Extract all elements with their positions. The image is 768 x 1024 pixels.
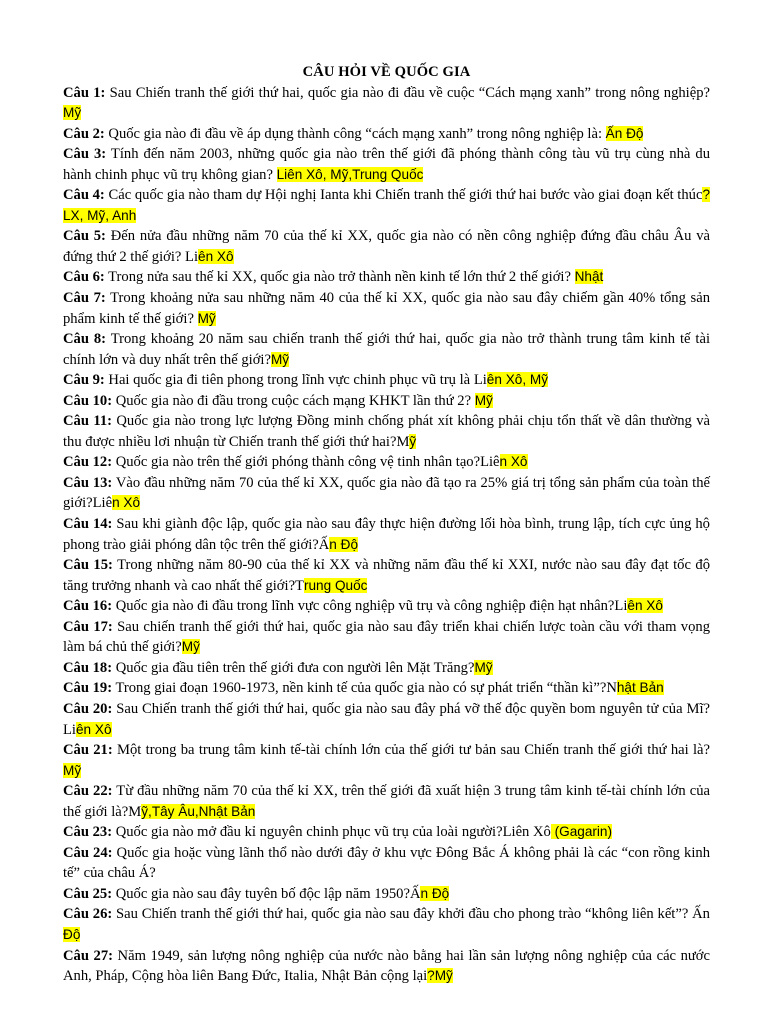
question-item xyxy=(63,946,710,987)
question-item xyxy=(63,288,710,329)
question-item xyxy=(63,904,710,945)
question-item xyxy=(63,185,710,226)
question-text: Quốc gia nào sau đây tuyên bố độc lập năm 1950? xyxy=(112,885,410,902)
highlighted-answer: n Xô xyxy=(112,495,141,511)
question-text: Quốc gia nào đi đầu về áp dụng thành công “cách mạng xanh” trong nông nghiệp là: xyxy=(104,125,606,142)
question-number: Câu 24: xyxy=(63,844,113,861)
question-item xyxy=(63,226,710,267)
answer-prefix: Ấ xyxy=(318,536,330,553)
question-list xyxy=(63,83,710,987)
highlighted-answer: ỹ,Tây Âu,Nhật Bản xyxy=(141,803,256,819)
answer-prefix: Liê xyxy=(480,454,500,471)
question-text: Trong khoảng 20 năm sau chiến tranh thế giới thứ hai, quốc gia nào trở thành trung tâm kinh tế tài chính lớn và duy nhất trên thế giới? xyxy=(63,331,710,368)
answer-prefix: N xyxy=(606,680,617,697)
question-number: Câu 10: xyxy=(63,392,113,409)
question-item xyxy=(63,843,710,884)
highlighted-answer: Nhật xyxy=(574,269,604,285)
question-text: Sau chiến tranh thế giới thứ hai, quốc gia nào sau đây triển khai chiến lược toàn cầu với tham vọng làm bá chủ thế giới? xyxy=(63,618,710,656)
question-item xyxy=(63,596,710,617)
question-number: Câu 21: xyxy=(63,742,113,759)
question-text: Sau Chiến tranh thế giới thứ hai, quốc gia nào sau đây khởi đầu cho phong trào “không liên kết”? xyxy=(112,906,693,923)
question-text: Quốc gia nào đi đầu trong cuộc cách mạng KHKT lần thứ 2? xyxy=(112,392,475,409)
highlighted-answer: Mỹ xyxy=(181,639,200,655)
question-item xyxy=(63,144,710,185)
question-number: Câu 20: xyxy=(63,700,113,717)
question-number: Câu 17: xyxy=(63,618,113,635)
question-number: Câu 1: xyxy=(63,84,106,101)
question-number: Câu 23: xyxy=(63,824,113,841)
question-number: Câu 9: xyxy=(63,372,105,389)
question-item xyxy=(63,473,710,514)
question-item xyxy=(63,740,710,781)
highlighted-answer: (Gagarin) xyxy=(550,824,613,840)
highlighted-answer: ?Mỹ xyxy=(427,968,453,984)
question-item xyxy=(63,699,710,740)
question-number: Câu 11: xyxy=(63,413,112,430)
highlighted-answer: Mỹ xyxy=(474,392,493,408)
question-text: Đến nửa đầu những năm 70 của thế kỉ XX, quốc gia nào có nền công nghiệp đứng đầu châu Âu và đứng thứ 2 thế giới? xyxy=(63,228,710,265)
question-text: Từ đầu những năm 70 của thế kỉ XX, trên thế giới đã xuất hiện 3 trung tâm kinh tế-tài chính lớn của thế giới là? xyxy=(63,783,710,820)
answer-prefix: Li xyxy=(185,248,199,265)
question-number: Câu 26: xyxy=(63,906,113,923)
question-text: Trong khoảng nửa sau những năm 40 của thế kỉ XX, quốc gia nào sau đây chiếm gần 40% tổng sản phẩm kinh tế thế giới? xyxy=(63,290,710,327)
question-item xyxy=(63,658,710,679)
question-text: Quốc gia nào trên thế giới phóng thành công vệ tinh nhân tạo? xyxy=(112,454,481,471)
question-item xyxy=(63,822,710,843)
question-number: Câu 22: xyxy=(63,783,113,800)
question-number: Câu 3: xyxy=(63,146,107,163)
answer-prefix: Ấn xyxy=(692,906,710,923)
question-text: Vào đầu những năm 70 của thế kỉ XX, quốc gia nào đã tạo ra 25% giá trị tổng sản phẩm của toàn thế giới? xyxy=(63,474,710,512)
question-text: Trong nửa sau thế kỉ XX, quốc gia nào trở thành nền kinh tế lớn thứ 2 thế giới? xyxy=(104,269,575,286)
question-item xyxy=(63,678,710,699)
question-text: Hai quốc gia đi tiên phong trong lĩnh vực chinh phục vũ trụ là xyxy=(104,372,474,389)
highlighted-answer: ? LX, Mỹ, Anh xyxy=(63,187,710,223)
question-text: Tính đến năm 2003, những quốc gia nào trên thế giới đã phóng thành công tàu vũ trụ cùng nhà du hành chinh phục vũ trụ không gian? xyxy=(63,146,711,183)
highlighted-answer: Mỹ xyxy=(270,351,290,367)
question-text: Sau Chiến tranh thế giới thứ hai, quốc gia nào đi đầu về cuộc “Cách mạng xanh” trong nông nghiệp? xyxy=(105,84,710,101)
answer-prefix: M xyxy=(396,433,410,450)
answer-prefix: T xyxy=(295,577,304,594)
highlighted-answer: Mỹ xyxy=(197,310,216,326)
question-text: Trong những năm 80-90 của thế kỉ XX và những năm đầu thế kỉ XXI, nước nào sau đây đạt tốc độ tăng trưởng nhanh và cao nhất thế giới? xyxy=(63,557,710,594)
answer-prefix: Ấ xyxy=(409,885,421,902)
question-number: Câu 8: xyxy=(63,331,107,348)
question-text: Các quốc gia nào tham dự Hội nghị Ianta khi Chiến tranh thế giới thứ hai bước vào giai đoạn kết thúc xyxy=(104,187,703,204)
question-item xyxy=(63,884,710,905)
highlighted-answer: n Xô xyxy=(499,454,528,470)
highlighted-answer: n Độ xyxy=(329,536,359,552)
question-number: Câu 12: xyxy=(63,454,113,471)
document-title: CÂU HỎI VỀ QUỐC GIA xyxy=(302,64,471,80)
question-item xyxy=(63,452,710,473)
question-item xyxy=(63,411,710,452)
highlighted-answer: Mỹ xyxy=(63,762,82,778)
highlighted-answer: Mỹ xyxy=(63,105,82,121)
question-text: Quốc gia nào trong lực lượng Đồng minh chống phát xít không phải chịu tổn thất về dân thường và thu được nhiều lơi nhuận từ Chiến tranh thế giới thứ hai? xyxy=(63,413,710,450)
highlighted-answer: Liên Xô, Mỹ,Trung Quốc xyxy=(276,166,424,182)
question-number: Câu 5: xyxy=(63,228,106,245)
highlighted-answer: ỹ xyxy=(409,433,417,449)
question-number: Câu 16: xyxy=(63,598,113,615)
question-text: Quốc gia nào mở đầu kỉ nguyên chinh phục vũ trụ của loài người? xyxy=(112,824,503,841)
question-item xyxy=(63,555,710,596)
question-number: Câu 13: xyxy=(63,474,113,491)
question-item xyxy=(63,514,710,555)
question-item xyxy=(63,83,710,124)
question-item xyxy=(63,781,710,822)
highlighted-answer: Mỹ xyxy=(474,659,493,675)
question-text: Năm 1949, sản lượng nông nghiệp của nước nào bằng hai lần sản lượng nông nghiệp của các nước Anh, Pháp, Cộng hòa liên Bang Đức, Italia, Nhật Bản cộng lại xyxy=(63,947,710,985)
question-item xyxy=(63,391,710,412)
question-number: Câu 25: xyxy=(63,885,113,902)
highlighted-answer: rung Quốc xyxy=(303,577,368,593)
answer-prefix: M xyxy=(128,803,142,820)
highlighted-answer: ên Xô, Mỹ xyxy=(486,372,548,388)
answer-prefix: Li xyxy=(614,598,628,615)
highlighted-answer: Ấn Độ xyxy=(605,125,644,141)
question-number: Câu 4: xyxy=(63,187,105,204)
question-text: Sau Chiến tranh thế giới thứ hai, quốc gia nào sau đây phá vỡ thế độc quyền bom nguyên tử của Mĩ? xyxy=(112,700,710,717)
highlighted-answer: ên Xô xyxy=(198,248,234,264)
question-item xyxy=(63,617,710,658)
answer-prefix: Liên Xô xyxy=(502,824,551,841)
question-item xyxy=(63,267,710,288)
question-text: Trong giai đoạn 1960-1973, nền kinh tế của quốc gia nào có sự phát triển “thần kì”? xyxy=(112,680,607,697)
answer-prefix: Li xyxy=(63,721,76,738)
question-number: Câu 15: xyxy=(63,557,113,574)
highlighted-answer: Độ xyxy=(63,926,81,942)
highlighted-answer: hật Bản xyxy=(616,680,664,696)
answer-prefix: Liê xyxy=(92,495,113,512)
question-item xyxy=(63,124,710,145)
highlighted-answer: ên Xô xyxy=(627,598,663,614)
answer-prefix: Li xyxy=(473,372,487,389)
question-item xyxy=(63,329,710,370)
question-number: Câu 14: xyxy=(63,516,113,533)
question-number: Câu 18: xyxy=(63,659,113,676)
question-item xyxy=(63,370,710,391)
question-number: Câu 19: xyxy=(63,680,113,697)
question-number: Câu 27: xyxy=(63,947,113,964)
question-number: Câu 7: xyxy=(63,290,106,307)
document-page xyxy=(63,62,710,987)
highlighted-answer: n Độ xyxy=(420,885,450,901)
question-number: Câu 2: xyxy=(63,125,105,142)
question-text: Một trong ba trung tâm kinh tế-tài chính lớn của thế giới tư bản sau Chiến tranh thế giới thứ hai là? xyxy=(112,742,710,759)
question-text: Quốc gia hoặc vùng lãnh thổ nào dưới đây ở khu vực Đông Bắc Á không phải là các “con rồng kinh tế” của châu Á? xyxy=(63,844,710,882)
highlighted-answer: ên Xô xyxy=(75,721,112,737)
question-number: Câu 6: xyxy=(63,269,105,286)
question-text: Sau khi giành độc lập, quốc gia nào sau đây thực hiện đường lối hòa bình, trung lập, tích cực ủng hộ phong trào giải phóng dân tộc trên thế giới? xyxy=(63,516,710,553)
question-text: Quốc gia đầu tiên trên thế giới đưa con người lên Mặt Trăng? xyxy=(112,659,475,676)
question-text: Quốc gia nào đi đầu trong lĩnh vực công nghiệp vũ trụ và công nghiệp điện hạt nhân? xyxy=(112,598,615,615)
